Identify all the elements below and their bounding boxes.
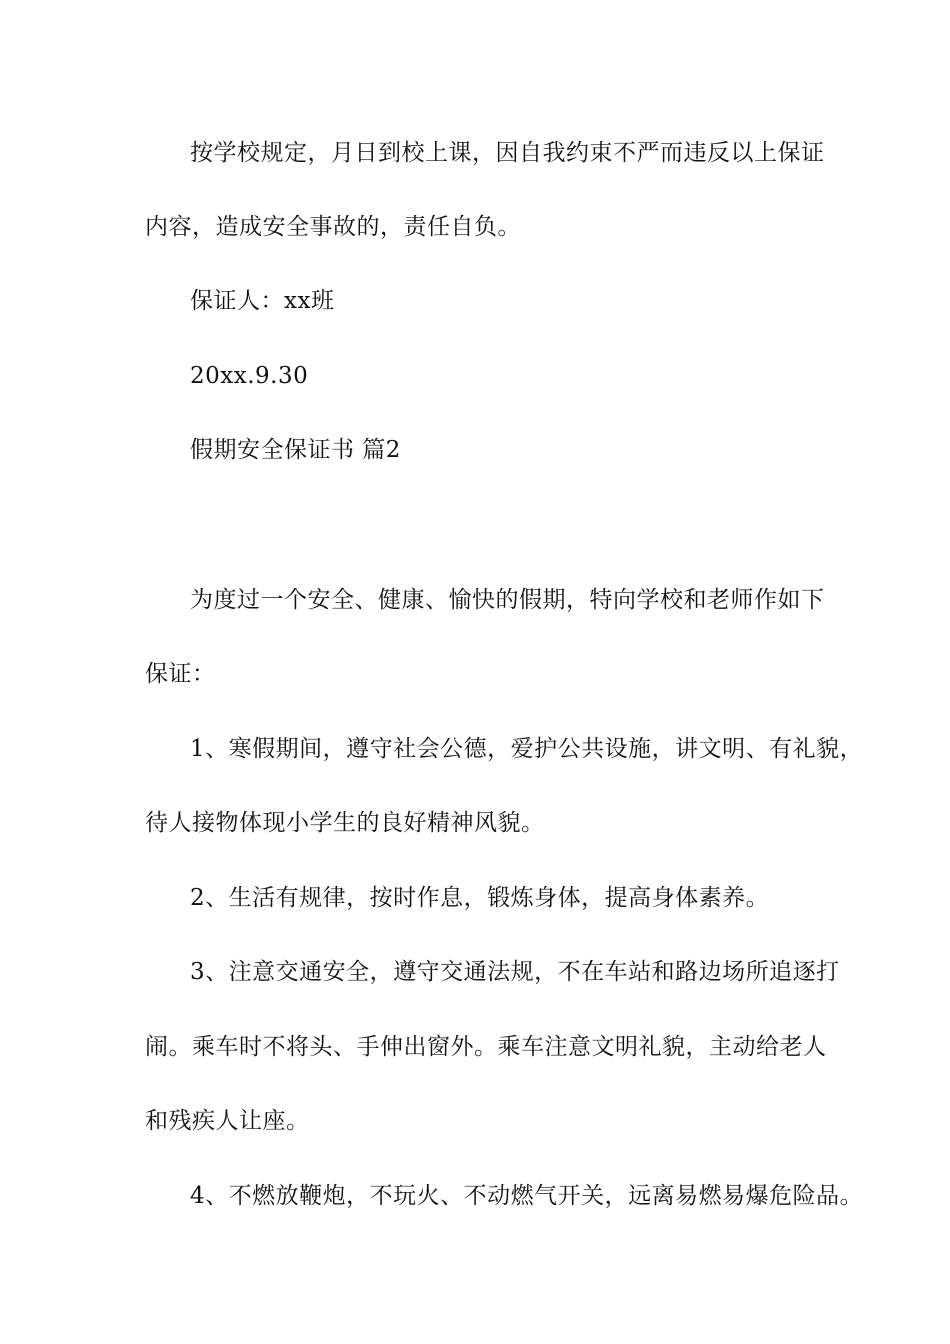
paragraph-line: 按学校规定，月日到校上课，因自我约束不严而违反以上保证 xyxy=(190,140,825,166)
paragraph-line: 为度过一个安全、健康、愉快的假期，特向学校和老师作如下 xyxy=(190,587,825,613)
list-item-line: 待人接物体现小学生的良好精神风貌。 xyxy=(145,810,545,836)
paragraph-line: 内容，造成安全事故的，责任自负。 xyxy=(145,214,521,240)
list-item-line: 1、寒假期间，遵守社会公德，爱护公共设施，讲文明、有礼貌， xyxy=(190,736,864,762)
list-item-line: 和残疾人让座。 xyxy=(145,1108,310,1134)
date-line: 20xx.9.30 xyxy=(190,363,309,389)
list-item-line: 2、生活有规律，按时作息，锻炼身体，提高身体素养。 xyxy=(190,885,770,911)
list-item-line: 3、注意交通安全，遵守交通法规，不在车站和路边场所追逐打 xyxy=(190,959,840,985)
list-item-line: 闹。乘车时不将头、手伸出窗外。乘车注意文明礼貌，主动给老人 xyxy=(145,1034,827,1060)
paragraph-line: 保证： xyxy=(145,661,216,687)
section-title: 假期安全保证书 篇2 xyxy=(190,437,401,463)
guarantor-line: 保证人：xx班 xyxy=(190,288,335,314)
list-item-line: 4、不燃放鞭炮，不玩火、不动燃气开关，远离易燃易爆危险品。 xyxy=(190,1183,864,1209)
